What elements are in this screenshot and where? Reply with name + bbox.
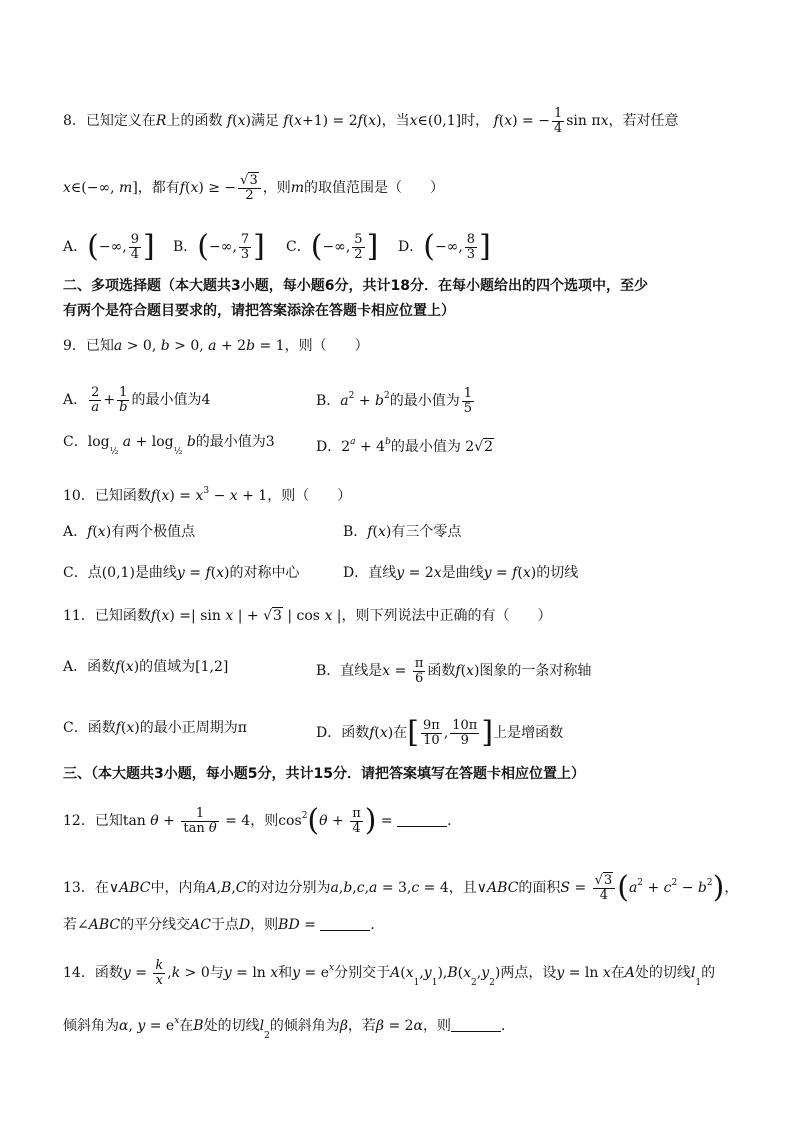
q9-stem: 9．已知a > 0, b > 0, a + 2b = 1，则（ ）: [63, 338, 369, 354]
q8-option-b[interactable]: B．(−∞, $\frac{7}{3}$ ]: [173, 229, 265, 264]
q14-answer-blank[interactable]: [451, 1017, 501, 1032]
q9-option-b[interactable]: B．$a^2 + b^2$的最小值为 $\frac{1}{5}$: [316, 385, 473, 416]
q11-option-d[interactable]: D．函数f(x)在[ $\frac{9\pi}{10}$ , $\frac{10\pi}{9}$ ]上是增函数: [316, 715, 564, 750]
q11-option-b[interactable]: B．直线是x = $\frac{\pi}{6}$ 函数f(x)图象的一条对称轴: [316, 656, 592, 686]
q8-option-a[interactable]: A．(−∞, $\frac{9}{4}$ ]: [63, 229, 155, 264]
q10-option-b[interactable]: B．f(x)有三个零点: [343, 524, 462, 540]
q10-option-c[interactable]: C．点(0,1)是曲线y = f(x)的对称中心: [63, 565, 300, 581]
q8-number: 8．: [63, 113, 86, 130]
q13-answer-blank[interactable]: [320, 916, 370, 931]
q11-stem: 11．已知函数f(x) =| sin x | + √3 | cos x |，则下列说法中正确的有（ ）: [63, 608, 552, 624]
q13-line1: 13．在∨ABC中，内角A,B,C的对边分别为a,b,c,a = 3,c = 4，且∨ABC的面积S = $\frac{√3}{4}$ $(a^2 + c^2 - b^2)$，: [63, 870, 739, 905]
q11-option-a[interactable]: A．函数f(x)的值域为[1,2]: [63, 659, 229, 675]
q9-option-c[interactable]: C．$\log_{\frac{1}{2}} a + \log_{\frac{1}{2}} b$的最小值为3: [63, 434, 275, 457]
q11-option-c[interactable]: C．函数f(x)的最小正周期为π: [63, 720, 247, 736]
q14-line1: 14．函数y = $\frac{k}{x}$ ,k > 0与y = ln x和$y = e^x$分别交于$A(x_1,y_1),B(x_2,y_2)$两点，设y = ln x在A处的切线$l_1$的: [63, 957, 716, 988]
q8-line1: 8．已知定义在R上的函数 f(x)满足 f(x+1) = 2f(x)，当x∈(0,1]时， f(x) = − $\frac{1}{4}$ sin πx，若对任意: [63, 106, 679, 136]
q9-option-d[interactable]: D．$2^a + 4^b$的最小值为 2√2: [316, 437, 494, 455]
q8-option-c[interactable]: C．(−∞, $\frac{5}{2}$ ]: [286, 229, 379, 264]
section-2-heading: 二、多项选择题（本大题共3小题，每小题6分，共计18分．在每小题给出的四个选项中，至少: [63, 278, 648, 294]
q8-option-d[interactable]: D．(−∞, $\frac{8}{3}$ ]: [398, 229, 491, 264]
section-2-heading-cont: 有两个是符合题目要求的，请把答案添涂在答题卡相应位置上）: [63, 303, 455, 319]
q8-line2: x∈(−∞, m]，都有f(x) ≥ − $\frac{√3}{2}$ ，则m的取值范围是（ ）: [63, 173, 445, 203]
q10-option-a[interactable]: A．f(x)有两个极值点: [63, 524, 196, 540]
q9-option-a[interactable]: A． $\frac{2}{a}$ + $\frac{1}{b}$ 的最小值为4: [63, 385, 211, 415]
q12-line: 12．已知tan θ + $\frac{1}{\text{tan θ}}$ = 4，则$\cos^2(\theta$ + $\frac{\pi}{4}$ ) = ．: [63, 803, 462, 838]
q13-line2: 若∠ABC的平分线交AC于点D，则BD = ．: [63, 917, 385, 933]
q14-line2: 倾斜角为α, $y = e^x$在B处的切线$l_2$的倾斜角为β，若β = 2α，则 ．: [63, 1016, 516, 1041]
section-3-heading: 三、（本大题共3小题，每小题5分，共计15分．请把答案填写在答题卡相应位置上）: [63, 766, 585, 782]
q10-option-d[interactable]: D．直线y = 2x是曲线y = f(x)的切线: [343, 565, 579, 581]
q10-stem: 10．已知函数$f(x) = x^3 - x + 1$，则（ ）: [63, 486, 352, 504]
q12-answer-blank[interactable]: [397, 812, 447, 827]
